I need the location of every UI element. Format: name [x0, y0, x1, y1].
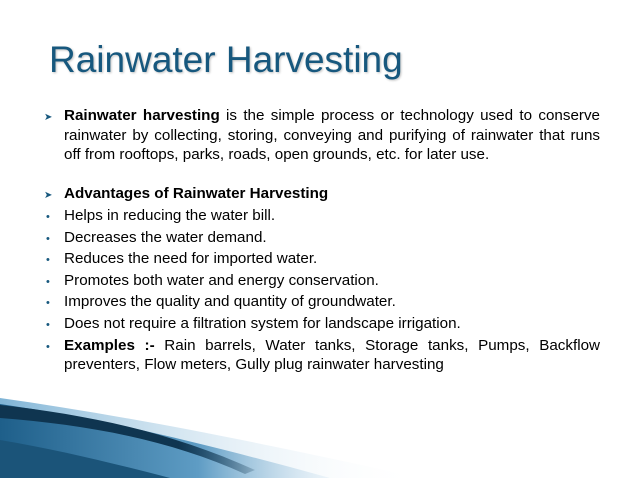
arrow-bullet-icon: ➤: [44, 190, 53, 202]
list-item: • Promotes both water and energy conservation.: [46, 271, 379, 289]
list-item: • Helps in reducing the water bill.: [46, 206, 276, 224]
dot-bullet-icon: •: [46, 275, 50, 288]
list-item: • Does not require a filtration system for landscape irrigation.: [46, 314, 461, 332]
dot-bullet-icon: •: [46, 297, 50, 310]
dot-bullet-icon: •: [46, 318, 50, 331]
list-item: • Reduces the need for imported water.: [46, 250, 318, 268]
dot-bullet-icon: •: [46, 210, 50, 223]
dot-bullet-icon: •: [46, 340, 50, 353]
list-item: • Decreases the water demand.: [46, 228, 267, 246]
examples-label: Examples :-: [64, 336, 155, 354]
advantages-heading: Advantages of Rainwater Harvesting: [64, 185, 329, 203]
dot-bullet-icon: •: [46, 254, 50, 267]
arrow-bullet-icon: ➤: [44, 112, 53, 123]
slide-title: Rainwater Harvesting: [49, 39, 403, 80]
intro-term: Rainwater harvesting: [64, 107, 220, 124]
intro-text: is the simple process or technology used to conserve rainwater by collecting, storing, conveying and purifying of rainwater that runs off from rooftops, parks, roads, open grounds, etc. for later use.: [64, 107, 600, 164]
dot-bullet-icon: •: [46, 232, 50, 245]
list-item: • Improves the quality and quantity of groundwater.: [46, 293, 396, 311]
examples-text: Rain barrels, Water tanks, Storage tanks, Pumps, Backflow preventers, Flow meters, Gully plug rainwater harvesting: [64, 336, 600, 374]
